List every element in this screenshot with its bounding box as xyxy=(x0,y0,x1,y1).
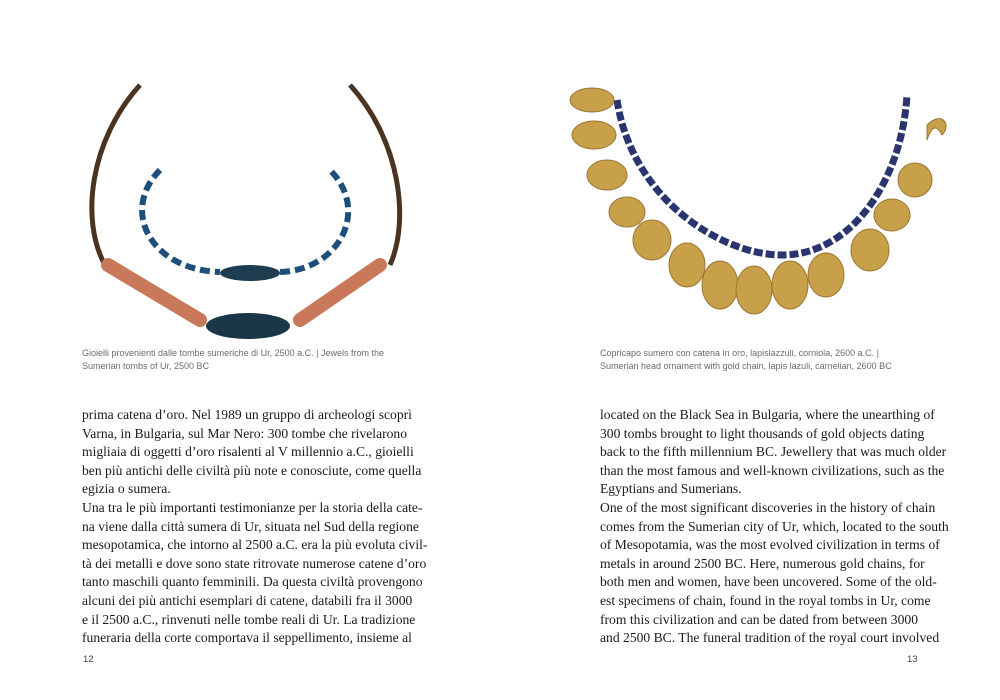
text-line: migliaia di oggetti d’oro risalenti al V millennio a.C., gioielli xyxy=(82,444,414,460)
sumerian-head-ornament-photo xyxy=(562,80,957,320)
text-line: prima catena d’oro. Nel 1989 un gruppo di archeologi scoprì xyxy=(82,407,412,422)
text-line: Egyptians and Sumerians. xyxy=(600,481,742,497)
page-number: 12 xyxy=(83,654,94,665)
text-line: tanto maschili quanto femminili. Da questa civiltà provengono xyxy=(82,574,423,590)
text-line: tà dei metalli e dove sono state ritrovate numerose catene d’oro xyxy=(82,555,427,571)
lapis-bead-small xyxy=(220,265,280,281)
right-caption xyxy=(600,347,892,373)
text-line: alcuni dei più antichi esemplari di catene, databili fra il 3000 xyxy=(82,592,413,608)
carnelian-bead-right xyxy=(300,265,380,320)
left-body-text xyxy=(82,406,428,648)
right-page xyxy=(500,0,1000,700)
text-line: 300 tombs brought to light thousands of gold objects dating xyxy=(600,425,925,441)
text-line: Una tra le più importanti testimonianze per la storia della cate- xyxy=(82,499,423,515)
text-line: located on the Black Sea in Bulgaria, where the unearthing of xyxy=(600,407,935,422)
paragraph xyxy=(82,499,428,648)
caption-line: Sumerian head ornament with gold chain, lapis lazuli, carnelian, 2600 BC xyxy=(600,361,892,371)
left-caption xyxy=(82,347,384,373)
text-line: funeraria della corte comportava il seppellimento, insieme al xyxy=(82,630,412,646)
text-line: of Mesopotamia, was the most evolved civilization in terms of xyxy=(600,537,940,553)
text-line: mesopotamica, che intorno al 2500 a.C. era la più evoluta civil- xyxy=(82,537,428,553)
paragraph xyxy=(600,499,949,648)
chain-left xyxy=(92,85,140,265)
caption-line: Gioielli provenienti dalle tombe sumeriche di Ur, 2500 a.C. | Jewels from the xyxy=(82,348,384,358)
gold-leaves xyxy=(570,88,946,314)
text-line: comes from the Sumerian city of Ur, which, located to the south xyxy=(600,518,949,534)
paragraph xyxy=(82,406,422,499)
text-line: metals in around 2500 BC. Here, numerous gold chains, for xyxy=(600,555,925,571)
carnelian-bead-left xyxy=(108,265,200,320)
caption-line: Copricapo sumero con catena in oro, lapislazzuli, corniola, 2600 a.C. | xyxy=(600,348,879,358)
text-line: egizia o sumera. xyxy=(82,481,171,497)
text-line: ben più antichi delle civiltà più note e conosciute, come quella xyxy=(82,462,422,478)
text-line: from this civilization and can be dated from between 3000 xyxy=(600,611,918,627)
lapis-bead-large xyxy=(206,313,290,339)
page-number: 13 xyxy=(907,654,918,665)
text-line: both men and women, have been uncovered. Some of the old- xyxy=(600,574,937,590)
text-line: than the most famous and well-known civilizations, such as the xyxy=(600,462,945,478)
lapis-strand xyxy=(142,170,348,272)
sumerian-jewels-photo xyxy=(80,80,410,350)
text-line: and 2500 BC. The funeral tradition of the royal court involved xyxy=(600,630,940,646)
caption-line: Sumerian tombs of Ur, 2500 BC xyxy=(82,361,210,371)
text-line: One of the most significant discoveries in the history of chain xyxy=(600,499,936,515)
text-line: est specimens of chain, found in the royal tombs in Ur, come xyxy=(600,592,931,608)
right-body-text xyxy=(600,406,949,648)
text-line: na viene dalla città sumera di Ur, situata nel Sud della regione xyxy=(82,518,419,534)
text-line: e il 2500 a.C., rinvenuti nelle tombe reali di Ur. La tradizione xyxy=(82,611,416,627)
text-line: back to the fifth millennium BC. Jewellery that was much older xyxy=(600,444,947,460)
chain-right xyxy=(350,85,400,265)
paragraph xyxy=(600,406,947,499)
text-line: Varna, in Bulgaria, sul Mar Nero: 300 tombe che rivelarono xyxy=(82,425,408,441)
